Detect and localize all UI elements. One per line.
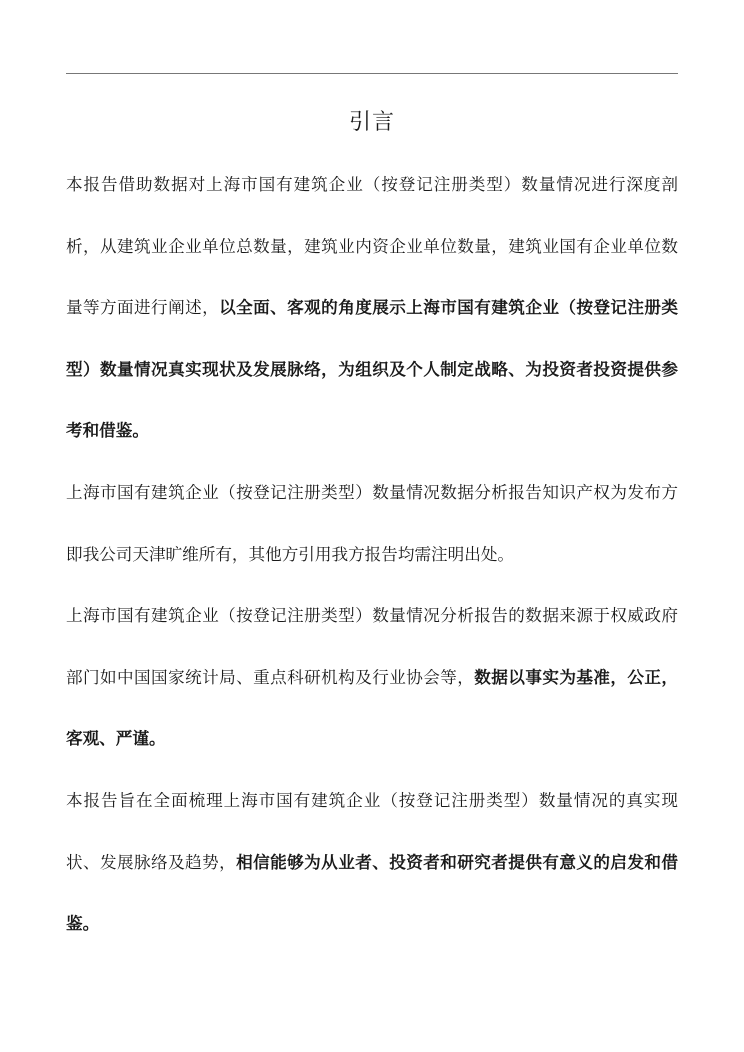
paragraph-intro-text: 本报告借助数据对上海市国有建筑企业（按登记注册类型）数量情况进行深度剖析，从建筑业企业单位总数量，建筑业内资企业单位数量，建筑业国有企业单位数量等方面进行阐述， xyxy=(66,175,678,317)
paragraph-purpose-text: 本报告旨在全面梳理上海市国有建筑企业（按登记注册类型）数量情况的真实现状、发展脉络及趋势， xyxy=(66,791,678,872)
paragraph-purpose xyxy=(66,770,678,955)
paragraph-intro-emphasis: 以全面、客观的角度展示上海市国有建筑企业（按登记注册类型）数量情况真实现状及发展脉络，为组织及个人制定战略、为投资者投资提供参考和借鉴。 xyxy=(66,298,679,440)
header-divider xyxy=(66,73,678,74)
paragraph-purpose-emphasis: 相信能够为从业者、投资者和研究者提供有意义的启发和借鉴。 xyxy=(66,852,679,933)
paragraph-data-source-emphasis: 数据以事实为基准，公正，客观、严谨。 xyxy=(66,667,679,748)
paragraph-data-source-text: 上海市国有建筑企业（按登记注册类型）数量情况分析报告的数据来源于权威政府部门如中国国家统计局、重点科研机构及行业协会等， xyxy=(66,606,678,687)
paragraph-copyright-text: 上海市国有建筑企业（按登记注册类型）数量情况数据分析报告知识产权为发布方即我公司天津旷维所有，其他方引用我方报告均需注明出处。 xyxy=(66,483,678,564)
paragraph-data-source xyxy=(66,585,678,770)
paragraph-intro xyxy=(66,154,678,462)
page-title: 引言 xyxy=(348,110,395,135)
paragraph-copyright xyxy=(66,462,678,585)
